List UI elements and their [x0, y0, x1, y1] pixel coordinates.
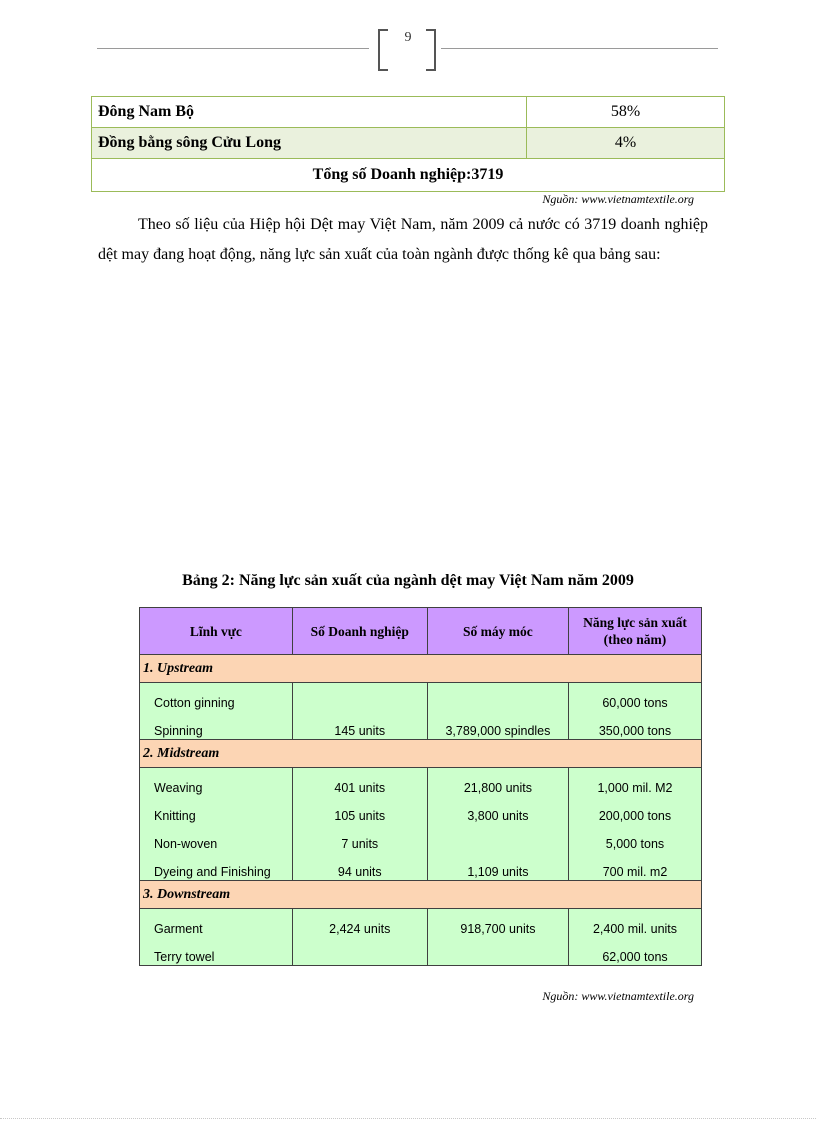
sector-name: Knitting — [140, 796, 293, 824]
annual-capacity: 5,000 tons — [568, 824, 701, 852]
body-paragraph — [98, 210, 708, 270]
region-share: 58% — [527, 97, 725, 128]
header-capacity-line2: (theo năm) — [603, 632, 667, 647]
annual-capacity: 60,000 tons — [568, 683, 701, 712]
annual-capacity: 700 mil. m2 — [568, 852, 701, 881]
annual-capacity: 1,000 mil. M2 — [568, 768, 701, 797]
sector-name: Spinning — [140, 711, 293, 740]
table-row — [92, 128, 725, 159]
table-caption: Bảng 2: Năng lực sản xuất của ngành dệt may Việt Nam năm 2009 — [182, 572, 634, 589]
enterprise-count: 105 units — [292, 796, 427, 824]
region-name: Đồng bằng sông Cửu Long — [92, 128, 527, 159]
header-sector: Lĩnh vực — [140, 608, 293, 655]
page-number-bracket-right — [426, 29, 436, 71]
table-row — [140, 852, 702, 881]
annual-capacity: 62,000 tons — [568, 937, 701, 966]
header-row — [140, 608, 702, 655]
enterprise-count — [292, 683, 427, 712]
machine-count: 1,109 units — [427, 852, 568, 881]
annual-capacity: 350,000 tons — [568, 711, 701, 740]
enterprise-count: 7 units — [292, 824, 427, 852]
annual-capacity: 2,400 mil. units — [568, 909, 701, 938]
section-title: 1. Upstream — [140, 655, 702, 683]
machine-count: 21,800 units — [427, 768, 568, 797]
section-row — [140, 881, 702, 909]
table-row — [140, 909, 702, 938]
section-row — [140, 740, 702, 768]
table-row — [140, 711, 702, 740]
enterprise-count: 145 units — [292, 711, 427, 740]
region-share: 4% — [527, 128, 725, 159]
sector-name: Terry towel — [140, 937, 293, 966]
table-row — [140, 937, 702, 966]
section-title: 2. Midstream — [140, 740, 702, 768]
enterprise-count — [292, 937, 427, 966]
annual-capacity: 200,000 tons — [568, 796, 701, 824]
table-row — [140, 796, 702, 824]
header-capacity-line1: Năng lực sản xuất — [583, 615, 687, 630]
page-number: 9 — [404, 30, 412, 45]
table-row — [140, 768, 702, 797]
sector-name: Cotton ginning — [140, 683, 293, 712]
header-enterprises: Số Doanh nghiệp — [292, 608, 427, 655]
enterprise-count: 401 units — [292, 768, 427, 797]
machine-count — [427, 937, 568, 966]
sector-name: Weaving — [140, 768, 293, 797]
enterprise-count: 94 units — [292, 852, 427, 881]
sector-name: Garment — [140, 909, 293, 938]
machine-count — [427, 683, 568, 712]
enterprise-count: 2,424 units — [292, 909, 427, 938]
table-row — [92, 159, 725, 192]
machine-count — [427, 824, 568, 852]
sector-name: Dyeing and Finishing — [140, 852, 293, 881]
paragraph-text: Theo số liệu của Hiệp hội Dệt may Việt Nam, năm 2009 cả nước có 3719 doanh nghiệp dệt may đang hoạt động, năng lực sản xuất của toàn ngành được thống kê qua bảng sau: — [98, 216, 708, 263]
section-row — [140, 655, 702, 683]
region-name: Đông Nam Bộ — [92, 97, 527, 128]
header-rule-right — [441, 48, 718, 49]
machine-count: 918,700 units — [427, 909, 568, 938]
header-rule-left — [97, 48, 369, 49]
page-number-bracket-left — [378, 29, 388, 71]
header-machines: Số máy móc — [427, 608, 568, 655]
header-capacity — [568, 608, 701, 655]
sector-name: Non-woven — [140, 824, 293, 852]
section-title: 3. Downstream — [140, 881, 702, 909]
machine-count: 3,800 units — [427, 796, 568, 824]
region-share-table — [91, 96, 725, 192]
table-row — [140, 683, 702, 712]
source-note: Nguồn: www.vietnamtextile.org — [542, 192, 694, 206]
source-note: Nguồn: www.vietnamtextile.org — [542, 989, 694, 1003]
table-row — [140, 824, 702, 852]
machine-count: 3,789,000 spindles — [427, 711, 568, 740]
capacity-table — [139, 607, 702, 966]
enterprise-total: Tổng số Doanh nghiệp:3719 — [92, 159, 725, 192]
table-row — [92, 97, 725, 128]
page-footer-rule — [0, 1118, 816, 1119]
